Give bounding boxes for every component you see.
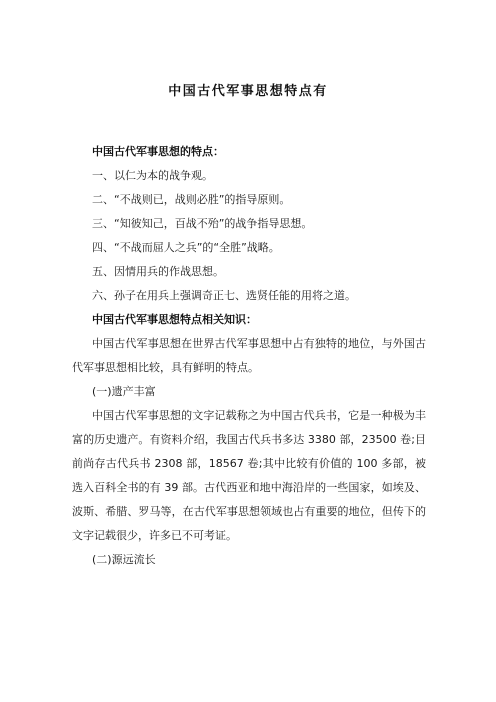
list-item: 一、以仁为本的战争观。: [92, 169, 213, 182]
document-title: 中国古代军事思想特点有: [168, 84, 328, 99]
list-item: 五、因情用兵的作战思想。: [92, 265, 224, 278]
subsection-heading-long-history: (二)源远流长: [92, 553, 156, 566]
document-body: [72, 140, 426, 572]
list-item: 二、“不战则已，战则必胜”的指导原则。: [92, 193, 291, 206]
section-heading-related-knowledge: 中国古代军事思想特点相关知识：: [92, 313, 257, 326]
section-heading-features: 中国古代军事思想的特点：: [92, 145, 224, 158]
list-item: 四、“不战而屈人之兵”的“全胜”战略。: [92, 241, 280, 254]
heritage-paragraph: 中国古代军事思想的文字记载称之为中国古代兵书，它是一种极为丰富的历史遗产。有资料介绍，我国古代兵书多达 3380 部，23500 卷;目前尚存古代兵书 2308 部，18567 卷;其中比较有价值的 100 多部，被选入百科全书的有 39 部。古代西亚和地中海沿岸的一些国家，如埃及、波斯、希腊、罗马等，在古代军事思想领域也占有重要的地位，但传下的文字记载很少，许多已不可考证。: [72, 409, 426, 542]
intro-paragraph: 中国古代军事思想在世界古代军事思想中占有独特的地位，与外国古代军事思想相比较，具有鲜明的特点。: [72, 337, 426, 374]
list-item: 三、“知彼知己，百战不殆”的战争指导思想。: [92, 217, 313, 230]
subsection-heading-rich-heritage: (一)遗产丰富: [92, 385, 156, 398]
list-item: 六、孙子在用兵上强调奇正七、选贤任能的用将之道。: [92, 289, 356, 302]
